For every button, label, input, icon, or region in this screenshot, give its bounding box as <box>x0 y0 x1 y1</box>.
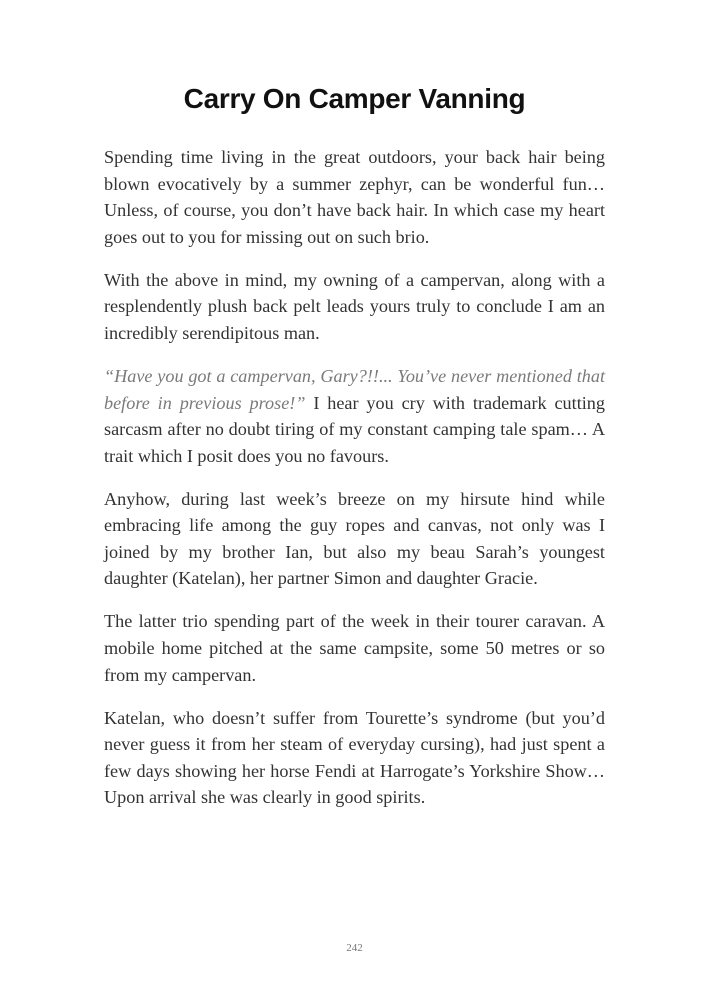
paragraph-3 <box>104 363 605 469</box>
paragraph-4: Anyhow, during last week’s breeze on my hirsute hind while embracing life among the guy ropes and canvas, not only was I joined by my brother Ian, but also my beau Sarah’s youngest daughter (Katelan), her partner Simon and daughter Gracie. <box>104 488 605 589</box>
paragraph-1: Spending time living in the great outdoors, your back hair being blown evocatively by a summer zephyr, can be wonderful fun… Unless, of course, you don’t have back hair. In which case my heart goes out to you for missing out on such brio. <box>104 147 605 247</box>
paragraph-2: With the above in mind, my owning of a campervan, along with a resplendently plush back pelt leads yours truly to conclude I am an incredibly serendipitous man. <box>104 269 605 343</box>
chapter-title: Carry On Camper Vanning <box>183 83 526 114</box>
chapter-body <box>104 144 605 827</box>
paragraph-5: The latter trio spending part of the week in their tourer caravan. A mobile home pitched at the same campsite, some 50 metres or so from my campervan. <box>104 611 605 685</box>
quoted-speech: “Have you got a campervan, Gary?!!... You’ve never mentioned that before in previous prose!” <box>104 365 605 413</box>
paragraph-3-text: I hear you cry with trademark cutting sarcasm after no doubt tiring of my constant camping tale spam… A trait which I posit does you no favours. <box>104 392 605 466</box>
page-number: 242 <box>346 942 363 954</box>
paragraph-6: Katelan, who doesn’t suffer from Tourette’s syndrome (but you’d never guess it from her steam of everyday cursing), had just spent a few days showing her horse Fendi at Harrogate’s Yorkshire Show… Upon arrival she was clearly in good spirits. <box>104 707 605 808</box>
